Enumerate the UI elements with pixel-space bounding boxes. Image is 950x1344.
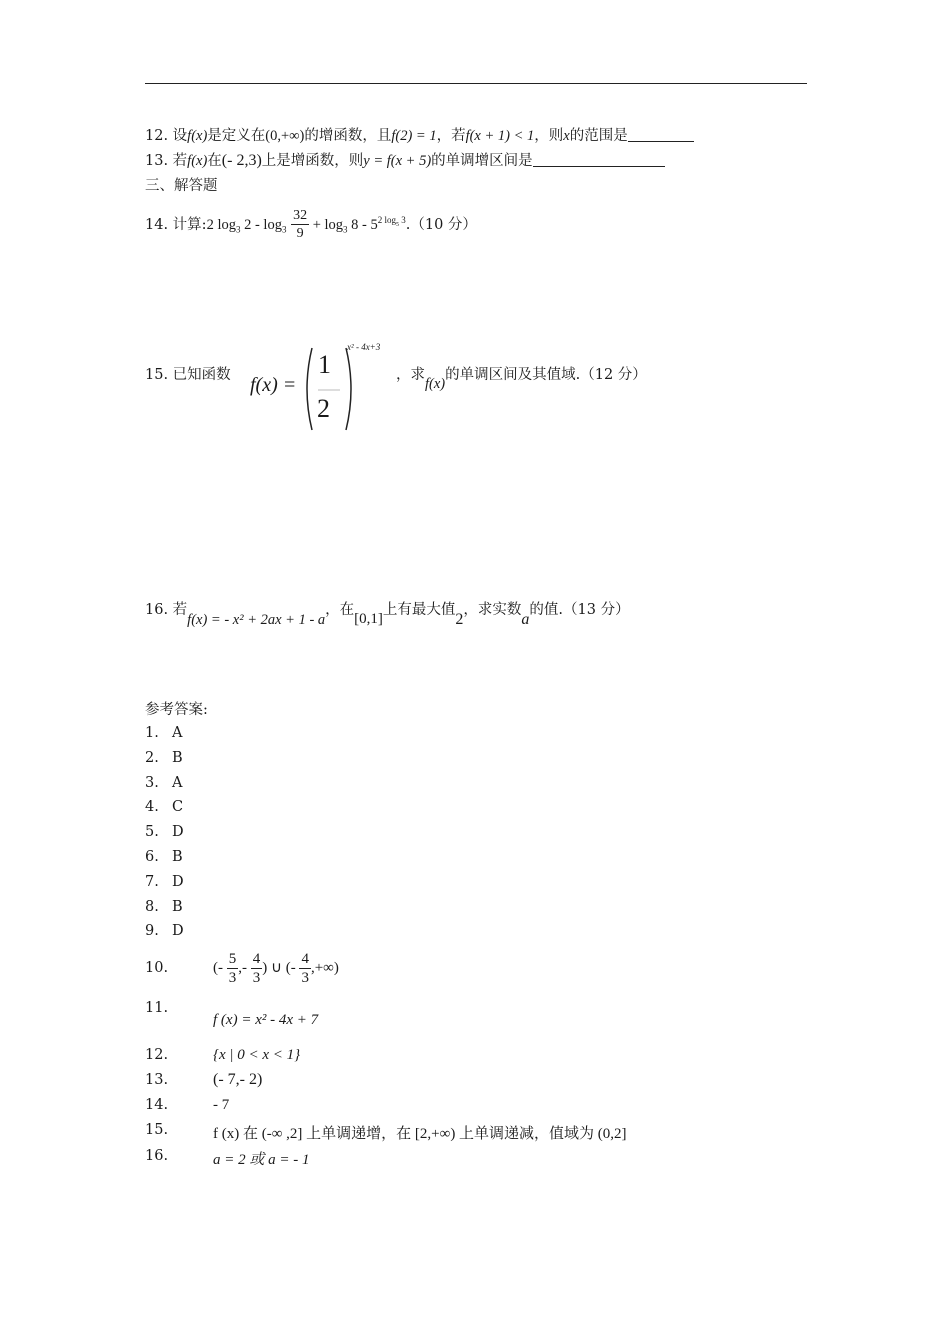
answer-choice: D [172,874,184,890]
header-rule [145,83,807,84]
question-number: 12. [145,128,169,144]
math-expression: (- [213,959,223,976]
fraction-numerator: 32 [293,208,308,224]
answer-number: 11. [145,1000,169,1016]
answer-choice: C [172,799,184,815]
section-heading: 三、解答题 [145,178,218,194]
question-text: ，若 [436,128,466,144]
question-label: 14. 计算: [145,216,207,233]
log-base: 3 [343,224,348,235]
question-14 [145,206,477,244]
math-expression: f(x + 1) < 1 [465,128,535,144]
log-base: 5 [396,221,400,228]
answer-10 [213,950,339,987]
question-text: ，在 [325,602,355,618]
answer-number: 2. [145,750,159,766]
question-text: 上有最大值 [382,602,456,618]
question-text: 上是增函数，则 [261,153,364,169]
fraction-denominator: 9 [296,226,304,242]
answer-number: 1. [145,725,159,741]
answer-choice: A [172,775,183,791]
answer-number: 14. [145,1097,169,1113]
math-expression: + log [309,216,344,233]
answer-number: 10. [145,960,169,976]
answer-choice: B [172,750,183,766]
fraction-numerator: 4 [252,951,261,967]
answer-number: 4. [145,799,159,815]
answer-blank [533,152,665,167]
answer-blank [628,127,694,142]
math-expression: ,- [238,959,247,976]
math-expression: (0,+∞) [265,128,305,144]
answer-14: - 7 [213,1097,230,1113]
question-text: ，求 [396,367,425,383]
question-15-text [396,365,647,392]
question-16 [145,600,630,628]
math-expression: [0,1] [354,611,383,627]
question-text: 是定义在 [207,128,266,144]
fraction [227,950,239,987]
math-expression: f(x) [187,128,208,144]
fraction-numerator: 4 [301,951,309,967]
math-expression: ,+∞) [310,959,339,976]
answer-number: 9. [145,923,159,939]
answer-16: a = 2 或 a = - 1 [213,1152,310,1168]
math-expression: f(2) = 1 [391,128,437,144]
answer-number: 3. [145,775,159,791]
answer-choice: A [172,725,183,741]
question-text: 在 [207,153,222,169]
answer-number: 8. [145,899,159,915]
fraction-denominator: 3 [301,970,309,986]
question-number: 13. [145,153,169,169]
answer-number: 5. [145,824,159,840]
fraction-denominator: 3 [252,970,261,986]
answer-choice: D [172,824,184,840]
question-text: 的值.（13 分） [529,602,630,618]
math-expression: ) ∪ (- [262,959,296,976]
question-13 [145,151,665,171]
fraction [251,950,263,987]
log-base: 3 [235,224,241,235]
log-base: 3 [281,224,287,235]
exponent: x² - 4x+3 [347,342,381,352]
question-text: 设 [172,128,188,144]
answer-15: f (x) 在 (-∞ ,2] 上单调递增，在 [2,+∞) 上单调递减，值域为 (0,2] [213,1126,627,1142]
answer-number: 7. [145,874,159,890]
math-variable: x [563,128,570,144]
math-variable: a [521,611,530,628]
question-text: ，求实数 [463,602,522,618]
question-text: 若 [172,153,188,169]
answer-number: 13. [145,1072,169,1088]
question-text: ，则 [534,128,564,144]
fraction [299,950,311,987]
question-label: 16. 若 [145,602,188,618]
math-expression: f(x) = - x² + 2ax + 1 - a [187,612,326,628]
answer-number: 6. [145,849,159,865]
math-expression: (- 2,3) [221,152,262,169]
answer-choice: B [172,849,183,865]
answer-12: {x | 0 < x < 1} [213,1047,301,1063]
math-expression: y = f(x + 5) [363,153,432,169]
score: .（10 分） [405,216,477,233]
math-expression: 8 - 5 [347,216,378,233]
fraction [291,207,309,242]
fraction-denominator: 2 [317,394,330,423]
answers-title: 参考答案: [145,702,208,718]
math-expression: f(x) [187,153,208,169]
fraction-numerator: 1 [318,350,331,379]
math-expression: f(x) = [250,374,297,396]
math-expression: 2 - log [240,216,282,233]
question-text: 的增函数，且 [304,128,392,144]
answer-number: 16. [145,1148,169,1164]
question-text: 的范围是 [569,128,628,144]
exponent-text: 3 [399,215,406,225]
math-value: 2 [455,611,464,628]
fraction-denominator: 3 [228,970,237,986]
question-12 [145,126,694,146]
exponent-text: 2 log [377,215,397,225]
answer-choice: B [172,899,183,915]
fraction-numerator: 5 [228,951,237,967]
math-expression: f(x) [425,376,446,392]
answer-13: (- 7,- 2) [213,1071,263,1088]
answer-number: 12. [145,1047,169,1063]
answer-number: 15. [145,1122,169,1138]
answer-11: f (x) = x² - 4x + 7 [213,1012,319,1028]
answer-choice: D [172,923,184,939]
question-text: 的单调增区间是 [431,153,533,169]
math-expression: 2 log [206,216,236,233]
question-text: 的单调区间及其值域.（12 分） [445,367,647,383]
exponent [377,215,406,228]
question-15-label: 15. 已知函数 [145,367,231,383]
